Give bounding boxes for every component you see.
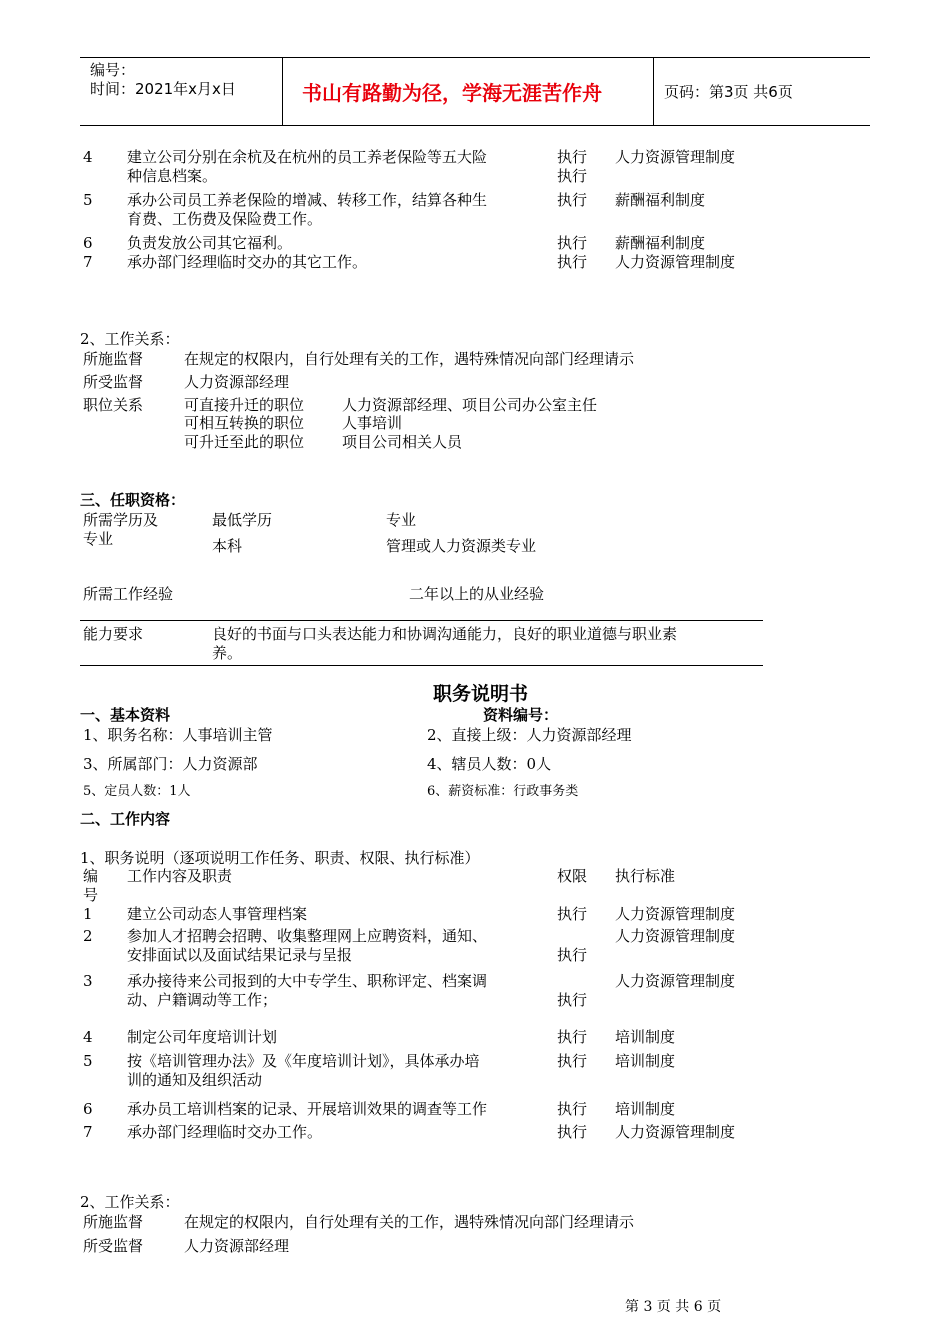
- header-divider: [653, 58, 654, 125]
- row-standard: 培训制度: [615, 1100, 676, 1118]
- supervised-label: 所受监督: [83, 1237, 144, 1255]
- row-number: 5: [83, 1052, 93, 1070]
- row-authority: 执行: [557, 1100, 588, 1118]
- ability-text: 良好的书面与口头表达能力和协调沟通能力，良好的职业道德与职业素: [212, 625, 678, 643]
- position-label: 职位关系: [83, 396, 144, 414]
- supervise-text: 在规定的权限内，自行处理有关的工作，遇特殊情况向部门经理请示: [184, 350, 635, 368]
- header-divider: [282, 58, 283, 125]
- row-standard: 人力资源管理制度: [615, 1123, 736, 1141]
- supervised-text: 人力资源部经理: [184, 373, 290, 391]
- row-number: 5: [83, 191, 93, 209]
- row-number: 6: [83, 1100, 93, 1118]
- direct-superior: 2、直接上级：人力资源部经理: [427, 726, 632, 744]
- row-content: 育费、工伤费及保险费工作。: [127, 210, 323, 228]
- column-header-standard: 执行标准: [615, 867, 676, 885]
- major-label: 专业: [386, 511, 417, 529]
- header-number-label: 编号：: [90, 61, 136, 79]
- supervised-label: 所受监督: [83, 373, 144, 391]
- row-standard: 薪酬福利制度: [615, 234, 706, 252]
- subordinates: 4、辖员人数：0人: [427, 755, 552, 773]
- relations-title: 2、工作关系：: [80, 330, 180, 348]
- row-content: 承办公司员工养老保险的增减、转移工作，结算各种生: [127, 191, 488, 209]
- experience-value: 二年以上的从业经验: [409, 585, 545, 603]
- row-authority: 执行: [557, 191, 588, 209]
- row-authority: 执行: [557, 253, 588, 271]
- divider: [80, 665, 763, 666]
- row-authority: 执行: [557, 1028, 588, 1046]
- row-authority: 执行: [557, 991, 588, 1009]
- row-content: 按《培训管理办法》及《年度培训计划》，具体承办培: [127, 1052, 480, 1070]
- row-authority: 执行: [557, 1123, 588, 1141]
- work-content-title: 二、工作内容: [80, 810, 171, 828]
- major-value: 管理或人力资源类专业: [386, 537, 537, 555]
- row-authority: 执行: [557, 1052, 588, 1070]
- page-header: [80, 57, 870, 126]
- source-label: 可升迁至此的职位: [184, 433, 305, 451]
- row-standard: 人力资源管理制度: [615, 972, 736, 990]
- row-authority: 执行: [557, 234, 588, 252]
- supervised-text: 人力资源部经理: [184, 1237, 290, 1255]
- qualifications-title: 三、任职资格：: [80, 491, 186, 509]
- headcount: 5、定员人数：1人: [83, 784, 191, 799]
- department: 3、所属部门：人力资源部: [83, 755, 258, 773]
- row-number: 1: [83, 905, 93, 923]
- transfer-value: 人事培训: [342, 414, 403, 432]
- row-standard: 人力资源管理制度: [615, 905, 736, 923]
- education-label: 专业: [83, 530, 114, 548]
- row-standard: 薪酬福利制度: [615, 191, 706, 209]
- row-content: 建立公司分别在余杭及在杭州的员工养老保险等五大险: [127, 148, 488, 166]
- row-authority: 执行: [557, 905, 588, 923]
- row-content: 动、户籍调动等工作；: [127, 991, 278, 1009]
- row-number: 3: [83, 972, 93, 990]
- experience-label: 所需工作经验: [83, 585, 174, 603]
- min-education-value: 本科: [212, 537, 243, 555]
- row-content: 建立公司动态人事管理档案: [127, 905, 308, 923]
- education-label: 所需学历及: [83, 511, 159, 529]
- row-number: 7: [83, 1123, 93, 1141]
- supervise-text: 在规定的权限内，自行处理有关的工作，遇特殊情况向部门经理请示: [184, 1213, 635, 1231]
- row-authority: 执行: [557, 167, 588, 185]
- row-content: 训的通知及组织活动: [127, 1071, 263, 1089]
- page-footer: 第 3 页 共 6 页: [625, 1299, 722, 1315]
- document-title: 职务说明书: [433, 683, 529, 705]
- row-number: 4: [83, 1028, 93, 1046]
- supervise-label: 所施监督: [83, 1213, 144, 1231]
- row-authority: 执行: [557, 946, 588, 964]
- row-number: 7: [83, 253, 93, 271]
- divider: [80, 620, 763, 621]
- row-content: 负责发放公司其它福利。: [127, 234, 293, 252]
- row-standard: 人力资源管理制度: [615, 148, 736, 166]
- row-standard: 人力资源管理制度: [615, 927, 736, 945]
- row-content: 制定公司年度培训计划: [127, 1028, 278, 1046]
- header-motto: 书山有路勤为径，学海无涯苦作舟: [302, 81, 602, 105]
- row-number: 2: [83, 927, 93, 945]
- row-standard: 培训制度: [615, 1052, 676, 1070]
- column-header-number: 号: [83, 886, 99, 904]
- row-content: 承办部门经理临时交办的其它工作。: [127, 253, 368, 271]
- row-content: 种信息档案。: [127, 167, 218, 185]
- header-page-info: 页码：第3页 共6页: [664, 83, 793, 101]
- column-header-content: 工作内容及职责: [127, 867, 233, 885]
- column-header-authority: 权限: [557, 867, 588, 885]
- row-authority: 执行: [557, 148, 588, 166]
- supervise-label: 所施监督: [83, 350, 144, 368]
- ability-label: 能力要求: [83, 625, 144, 643]
- row-number: 4: [83, 148, 93, 166]
- job-name: 1、职务名称：人事培训主管: [83, 726, 273, 744]
- doc-number-label: 资料编号：: [483, 706, 559, 724]
- transfer-label: 可相互转换的职位: [184, 414, 305, 432]
- row-number: 6: [83, 234, 93, 252]
- relations-title: 2、工作关系：: [80, 1193, 180, 1211]
- source-value: 项目公司相关人员: [342, 433, 463, 451]
- column-header-number: 编: [83, 867, 99, 885]
- promotion-label: 可直接升迁的职位: [184, 396, 305, 414]
- row-standard: 培训制度: [615, 1028, 676, 1046]
- row-content: 安排面试以及面试结果记录与呈报: [127, 946, 353, 964]
- header-time: 时间：2021年x月x日: [90, 80, 236, 98]
- row-content: 承办部门经理临时交办工作。: [127, 1123, 323, 1141]
- row-content: 承办员工培训档案的记录、开展培训效果的调查等工作: [127, 1100, 488, 1118]
- promotion-value: 人力资源部经理、项目公司办公室主任: [342, 396, 598, 414]
- row-content: 承办接待来公司报到的大中专学生、职称评定、档案调: [127, 972, 488, 990]
- ability-text: 养。: [212, 644, 243, 662]
- row-content: 参加人才招聘会招聘、收集整理网上应聘资料，通知、: [127, 927, 488, 945]
- salary-standard: 6、薪资标准：行政事务类: [427, 784, 579, 799]
- basic-info-title: 一、基本资料: [80, 706, 171, 724]
- duty-description-title: 1、职务说明（逐项说明工作任务、职责、权限、执行标准）: [80, 849, 480, 867]
- min-education-label: 最低学历: [212, 511, 273, 529]
- row-standard: 人力资源管理制度: [615, 253, 736, 271]
